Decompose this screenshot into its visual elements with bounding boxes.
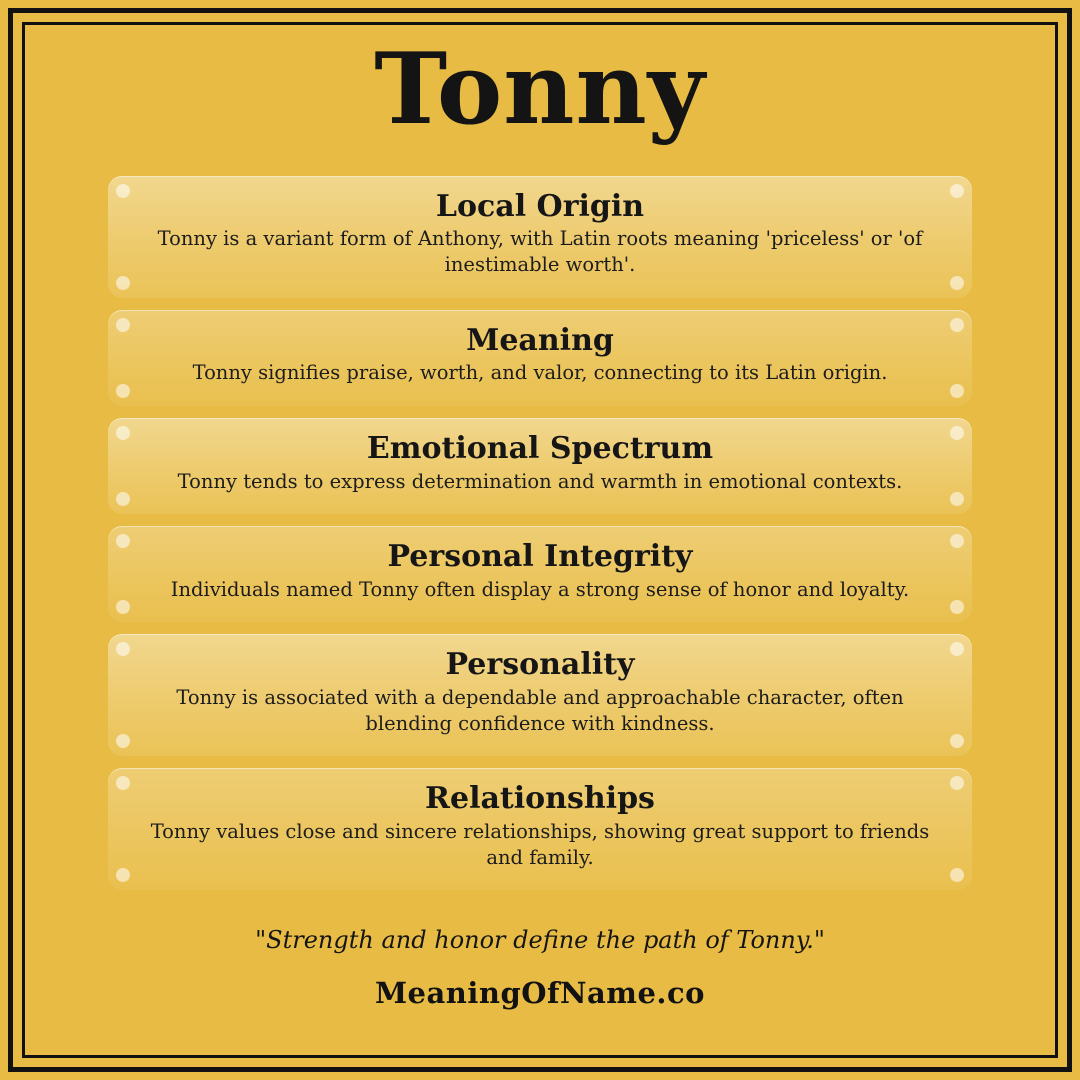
section-text: Tonny signifies praise, worth, and valor, connecting to its Latin origin.	[192, 361, 888, 385]
rivet-icon	[116, 384, 130, 398]
rivet-icon	[950, 492, 964, 506]
rivet-icon	[950, 776, 964, 790]
page-title: Tonny	[374, 32, 706, 147]
section-text: Tonny is a variant form of Anthony, with Latin roots meaning 'priceless' or 'of inestimable worth'.	[157, 227, 923, 277]
section-heading: Personal Integrity	[387, 539, 693, 575]
quote-text: "Strength and honor define the path of Tonny."	[255, 926, 825, 954]
sections-list	[30, 176, 1050, 891]
rivet-icon	[116, 600, 130, 614]
section-text: Tonny is associated with a dependable and approachable character, often blending confidence with kindness.	[176, 685, 904, 735]
rivet-icon	[116, 426, 130, 440]
poster-content	[30, 30, 1050, 1050]
section-heading: Meaning	[466, 322, 614, 358]
rivet-icon	[950, 276, 964, 290]
rivet-icon	[116, 276, 130, 290]
rivet-icon	[950, 426, 964, 440]
section-card-personal-integrity	[108, 526, 972, 622]
section-card-emotional-spectrum	[108, 418, 972, 514]
section-text: Tonny values close and sincere relationships, showing great support to friends and family.	[150, 819, 930, 869]
section-heading: Relationships	[425, 781, 655, 817]
rivet-icon	[116, 534, 130, 548]
section-card-meaning	[108, 310, 972, 406]
section-card-personality	[108, 634, 972, 756]
rivet-icon	[950, 534, 964, 548]
brand-name: MeaningOfName.co	[374, 976, 706, 1010]
section-heading: Local Origin	[435, 188, 645, 224]
rivet-icon	[116, 318, 130, 332]
rivet-icon	[116, 184, 130, 198]
rivet-icon	[950, 868, 964, 882]
rivet-icon	[950, 734, 964, 748]
rivet-icon	[116, 492, 130, 506]
rivet-icon	[950, 384, 964, 398]
poster-footer	[30, 926, 1050, 1010]
section-heading: Emotional Spectrum	[366, 431, 714, 466]
rivet-icon	[950, 184, 964, 198]
rivet-icon	[116, 642, 130, 656]
section-heading: Personality	[445, 647, 635, 683]
rivet-icon	[116, 868, 130, 882]
section-text: Individuals named Tonny often display a strong sense of honor and loyalty.	[170, 577, 910, 601]
section-card-relationships	[108, 768, 972, 890]
section-card-local-origin	[108, 176, 972, 298]
rivet-icon	[116, 776, 130, 790]
rivet-icon	[116, 734, 130, 748]
section-text: Tonny tends to express determination and warmth in emotional contexts.	[177, 469, 903, 493]
rivet-icon	[950, 600, 964, 614]
rivet-icon	[950, 318, 964, 332]
rivet-icon	[950, 642, 964, 656]
